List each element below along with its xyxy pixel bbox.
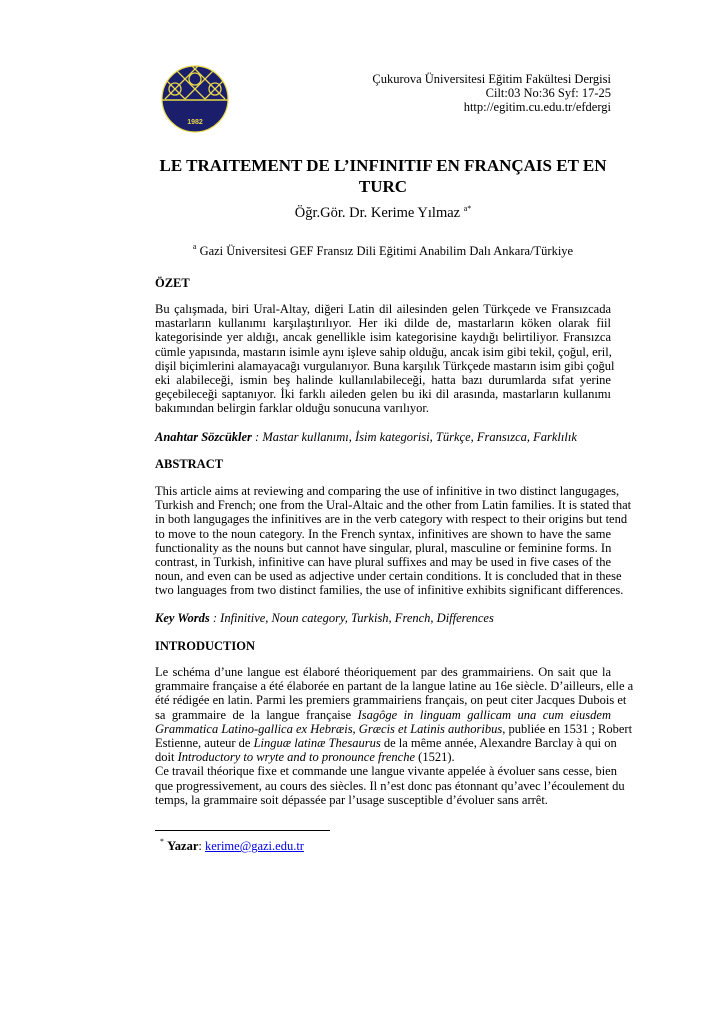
text-line: Ce travail théorique fixe et commande une langue vivante appelée à évoluer sans cesse, bien (155, 764, 617, 779)
text-line: été rédigée en latin. Parmi les premiers grammairiens français, on peut citer Jacques Dubois et (155, 693, 627, 708)
text-segment: Estienne, auteur de (155, 735, 254, 750)
text-line: in both langugages the infinitives are in the verb category with respect to their origins but tend (155, 512, 628, 527)
abstract-paragraph (155, 484, 632, 598)
affiliation-text: Gazi Üniversitesi GEF Fransız Dili Eğitimi Anabilim Dalı Ankara/Türkiye (199, 244, 574, 258)
italic-title: Introductory to wryte and to pronounce frenche (177, 750, 416, 765)
author-name: Öğr.Gör. Dr. Kerime Yılmaz (294, 205, 461, 221)
ozet-paragraph (155, 302, 615, 416)
text-segment: de la même année, Alexandre Barclay à qui on (380, 735, 617, 750)
introduction-paragraph (155, 665, 634, 807)
text-line: grammaire française a été élaborée en partant de la langue latine au 16e siècle. D’ailleurs, elle a (155, 679, 634, 694)
italic-title: Grammatica Latino-gallica ex Hebræis, Græcis et Latinis authoribus (155, 721, 503, 736)
text-line: kategorisinde yer aldığı, ancak genellikle isim kategorisine kaydığı belirtiliyor. Fransızca (155, 330, 611, 345)
author-email-link[interactable]: kerime@gazi.edu.tr (204, 839, 304, 853)
paper-title (60, 155, 706, 197)
text-segment: doit (155, 750, 178, 765)
text-line: geçebileceği saptanıyor. İki farklı aileden gelen bu iki dil arasında, mastarların kullanımı (155, 387, 611, 402)
footnote-separator: : (198, 839, 205, 853)
keywords-label: Anahtar Sözcükler (155, 430, 252, 444)
journal-url[interactable]: http://egitim.cu.edu.tr/efdergi (463, 100, 611, 114)
text-line: Le schéma d’une langue est élaboré théoriquement par des grammairiens. On sait que la (155, 665, 611, 679)
journal-name: Çukurova Üniversitesi Eğitim Fakültesi Dergisi (372, 72, 611, 86)
footnote-mark: * (160, 837, 164, 846)
text-line (155, 735, 617, 750)
footnote-label: Yazar (167, 839, 199, 853)
text-line: two languages from two distinct families, the use of infinitive exhibits significant differences. (155, 583, 624, 598)
text-line: noun, and even can be used as adjective under certain conditions. It is concluded that in these (155, 569, 622, 584)
text-line: bakımından belirgin farklar olduğu sonucuna varılıyor. (155, 401, 430, 416)
text-line (155, 721, 633, 736)
keywords-label: Key Words (155, 611, 210, 625)
text-line (155, 708, 611, 722)
text-line: temps, la grammaire soit dépassée par l’usage susceptible d’évoluer sans arrêt. (155, 792, 548, 807)
abstract-keywords (155, 611, 494, 626)
title-line: LE TRAITEMENT DE L’INFINITIF EN FRANÇAIS ET EN (159, 156, 607, 175)
text-line: contrast, in Turkish, infinitive can have plural suffixes and may be used in five cases of the (155, 554, 611, 569)
footnote-divider (155, 830, 330, 831)
introduction-heading: INTRODUCTION (155, 639, 256, 653)
journal-header (372, 72, 611, 114)
italic-title: Isagôge in linguam gallicam una cum eiusdem (357, 707, 611, 722)
abstract-heading: ABSTRACT (155, 457, 224, 471)
journal-issue: Cilt:03 No:36 Syf: 17-25 (485, 86, 611, 100)
text-line: to move to the noun category. In the French syntax, infinitives are shown to have the same (155, 526, 611, 541)
text-line: mastarların kullanımı karşılaştırılıyor. Her iki dilde de, mastarların köken olarak fiil (155, 316, 611, 331)
text-line: dişil biçimlerini alamayacağı vurgulanıyor. Buna karşılık Türkçede mastarın isim gibi çoğul (155, 358, 615, 373)
author-mark: a* (463, 204, 472, 213)
text-line: Turkish and French; one from the Ural-Altaic and the other from Latin families. It is stated that (155, 498, 632, 513)
text-line: Bu çalışmada, biri Ural-Altay, diğeri Latin dil ailesinden gelen Türkçede ve Fransızcada (155, 302, 611, 316)
text-line (155, 750, 611, 764)
text-line: eki alabileceği, ismin beş halinde kullanılabileceği, hatta bazı durumlarda sıfat yerine (155, 372, 611, 387)
text-segment: sa grammaire de la langue française (155, 707, 358, 722)
keywords-text: : Mastar kullanımı, İsim kategorisi, Türkçe, Fransızca, Farklılık (251, 430, 577, 444)
keywords-text: : Infinitive, Noun category, Turkish, French, Differences (209, 611, 494, 625)
logo-year: 1982 (187, 119, 203, 126)
affiliation (100, 244, 666, 259)
text-line: cümle yapısında, mastarın isimle aynı işleve sahip olduğu, ancak isim gibi tekil, çoğul, eril, (155, 344, 612, 359)
author (100, 205, 666, 222)
university-logo (161, 65, 229, 133)
text-segment: , publiée en 1531 ; Robert (502, 721, 633, 736)
italic-title: Linguæ latinæ Thesaurus (253, 735, 381, 750)
text-line: que progressivement, au cours des siècles. Il n’est donc pas étonnant qu’avec l’écoulement du (155, 778, 625, 793)
text-line: This article aims at reviewing and comparing the use of infinitive in two distinct langugages, (155, 484, 620, 498)
affiliation-mark: a (192, 242, 197, 251)
ozet-keywords (155, 430, 577, 445)
title-line: TURC (358, 177, 408, 196)
footnote (160, 839, 304, 854)
text-segment: (1521). (415, 750, 455, 765)
text-line: functionality as the nouns but cannot have singular, plural, masculine or feminine forms. In (155, 540, 612, 555)
ozet-heading: ÖZET (155, 276, 190, 290)
